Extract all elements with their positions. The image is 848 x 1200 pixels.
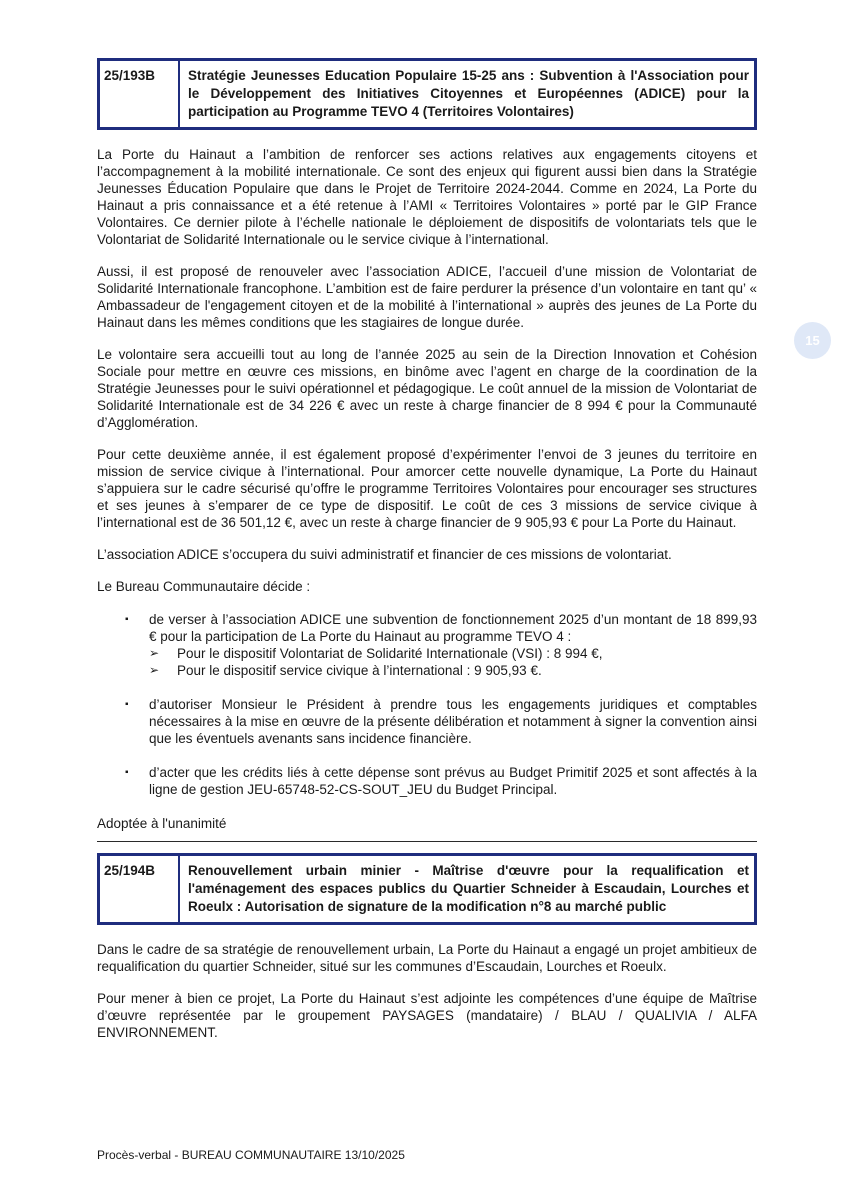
page-number-badge: 15 (794, 322, 831, 359)
decision-bullet-2 (97, 696, 757, 747)
decision-intro: Le Bureau Communautaire décide : (97, 579, 311, 594)
deliberation-1-title: Stratégie Jeunesses Education Populaire 15-25 ans : Subvention à l'Association pour le Développement des Initiatives Citoyennes et Européennes (ADICE) pour la participation au Programme TEVO 4 (Territoires Volontaires) (188, 68, 749, 119)
deliberation-2-paragraph-2: Pour mener à bien ce projet, La Porte du Hainaut s’est adjointe les compétences d’une équipe de Maîtrise d’œuvre représentée par le groupement PAYSAGES (mandataire) / BLAU / QUALIVIA / ALFA ENVIRONNEMENT. (97, 991, 757, 1040)
decision-sub-bullet-1-text: Pour le dispositif Volontariat de Solidarité Internationale (VSI) : 8 994 €, (177, 646, 603, 661)
arrow-bullet-icon: ➢ (149, 663, 160, 677)
deliberation-1-paragraph-5: L’association ADICE s’occupera du suivi administratif et financier de ces missions de volontariat. (97, 547, 672, 562)
document-content (97, 58, 757, 1056)
adoption-status: Adoptée à l'unanimité (97, 816, 227, 831)
deliberation-2-header-box (97, 853, 757, 925)
decision-sub-bullet-2-text: Pour le dispositif service civique à l’international : 9 905,93 €. (177, 663, 542, 678)
deliberation-1-paragraph-4: Pour cette deuxième année, il est également proposé d’expérimenter l’envoi de 3 jeunes du territoire en mission de service civique à l’international. Pour amorcer cette nouvelle dynamique, La Porte du Hainaut s’appuiera sur le cadre sécurisé qu’offre le programme Territoires Volontaires pour encourager ses structures et ses jeunes à s’emparer de ce type de dispositif. Le coût de ces 3 missions de service civique à l’international est de 36 501,12 €, avec un reste à charge financier de 9 905,93 € pour La Porte du Hainaut. (97, 447, 757, 530)
square-bullet-icon: ▪ (125, 699, 129, 710)
decision-bullet-3 (97, 764, 757, 798)
decision-sub-bullet-1 (149, 645, 757, 662)
deliberation-1-paragraph-2: Aussi, il est proposé de renouveler avec l’association ADICE, l’accueil d’une mission de Volontariat de Solidarité Internationale francophone. L’ambition est de faire perdurer la présence d’un volontaire en tant qu’ « Ambassadeur de l'engagement citoyen et de la mobilité à l’international » auprès des jeunes de La Porte du Hainaut dans les mêmes conditions que les stagiaires de longue durée. (97, 264, 757, 330)
decision-bullet-1-text: de verser à l’association ADICE une subvention de fonctionnement 2025 d’un montant de 18 899,93 € pour la participation de La Porte du Hainaut au programme TEVO 4 : (149, 612, 757, 644)
decision-bullet-3-text: d’acter que les crédits liés à cette dépense sont prévus au Budget Primitif 2025 et sont affectés à la ligne de gestion JEU-65748-52-CS-SOUT_JEU du Budget Principal. (149, 765, 757, 797)
deliberation-1-reference: 25/193B (100, 61, 180, 127)
decision-bullet-1 (97, 611, 757, 645)
deliberation-1-paragraph-3: Le volontaire sera accueilli tout au long de l’année 2025 au sein de la Direction Innovation et Cohésion Sociale pour mettre en œuvre ces missions, en binôme avec l’agent en charge de la coordination de la Stratégie Jeunesses pour le suivi opérationnel et pédagogique. Le coût annuel de la mission de Volontariat de Solidarité Internationale est de 34 226 € avec un reste à charge financier de 8 994 € pour la Communauté d’Agglomération. (97, 347, 757, 430)
decision-sub-bullet-2 (149, 662, 757, 679)
square-bullet-icon: ▪ (125, 767, 129, 778)
decision-bullet-2-text: d’autoriser Monsieur le Président à prendre tous les engagements juridiques et comptables nécessaires à la mise en œuvre de la présente délibération et notamment à signer la convention ainsi que les éventuels avenants sans incidence financière. (149, 697, 757, 746)
deliberation-1-header-box (97, 58, 757, 130)
arrow-bullet-icon: ➢ (149, 646, 160, 660)
square-bullet-icon: ▪ (125, 614, 129, 625)
deliberation-2-title: Renouvellement urbain minier - Maîtrise d'œuvre pour la requalification et l'aménagement des espaces publics du Quartier Schneider à Escaudain, Lourches et Roeulx : Autorisation de signature de la modification n°8 au marché public (188, 863, 749, 914)
document-footer: Procès-verbal - BUREAU COMMUNAUTAIRE 13/10/2025 (97, 1148, 405, 1162)
deliberation-2-paragraph-1: Dans le cadre de sa stratégie de renouvellement urbain, La Porte du Hainaut a engagé un projet ambitieux de requalification du quartier Schneider, situé sur les communes d’Escaudain, Lourches et Roeulx. (97, 942, 757, 974)
section-divider (97, 841, 757, 842)
deliberation-1-paragraph-1: La Porte du Hainaut a l’ambition de renforcer ses actions relatives aux engagements citoyens et l’accompagnement à la mobilité internationale. Ce sont des enjeux qui figurent aussi bien dans la Stratégie Jeunesses Éducation Populaire que dans le Projet de Territoire 2024-2044. Comme en 2024, La Porte du Hainaut a pris connaissance et a été retenue à l’AMI « Territoires Volontaires » porté par le GIP France Volontaires. Ce dernier pilote à l’échelle nationale le déploiement de dispositifs de volontariats tels que le Volontariat de Solidarité Internationale ou le service civique à l’international. (97, 147, 757, 247)
deliberation-2-reference: 25/194B (100, 856, 180, 922)
